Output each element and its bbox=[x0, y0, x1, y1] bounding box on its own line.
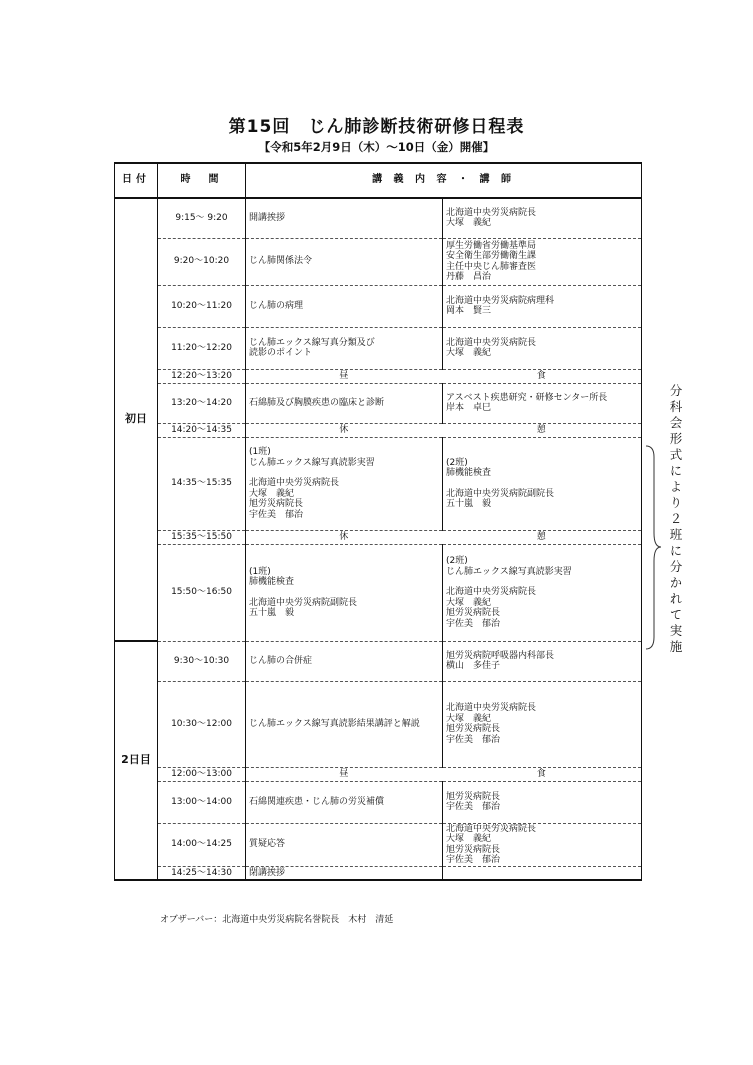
time-cell: 13:20～14:20 bbox=[158, 383, 246, 423]
lecturer-cell bbox=[443, 198, 642, 238]
lecture-text: じん肺関係法令 bbox=[249, 256, 313, 267]
lecture-text: 質疑応答 bbox=[249, 839, 286, 850]
schedule-row bbox=[115, 641, 642, 681]
break-label bbox=[246, 425, 641, 436]
lecturer-text: (2班) bbox=[446, 556, 468, 566]
schedule-row bbox=[115, 767, 642, 781]
lecturer-text: 主任中央じん肺審査医 bbox=[446, 261, 537, 272]
lecture-text: (1班) bbox=[249, 447, 271, 457]
page-title: 第15回 じん肺診断技術研修日程表 bbox=[228, 117, 525, 137]
break-word: 憩 bbox=[536, 531, 548, 542]
lecture-text: じん肺の合併症 bbox=[249, 655, 313, 666]
lecture-cell bbox=[246, 823, 443, 866]
break-word: 昼 bbox=[339, 370, 351, 381]
lecture-text: 北海道中央労災病院長 bbox=[249, 478, 340, 488]
line-gap bbox=[249, 588, 442, 598]
header-time: 時 間 bbox=[158, 163, 246, 198]
lecturer-cell bbox=[443, 866, 642, 880]
observer-note: オブザーバー：北海道中央労災病院名誉院長 木村 清延 bbox=[160, 915, 394, 925]
lecture-text: 北海道中央労災病院副院長 bbox=[249, 597, 358, 608]
time-cell: 13:00～14:00 bbox=[158, 781, 246, 823]
lecturer-text: 大塚 義紀 bbox=[446, 348, 492, 358]
group-note: 分科会形式により２班に分かれて実施 bbox=[668, 384, 683, 656]
lecturer-cell bbox=[443, 383, 642, 423]
day-label: 2日目 bbox=[115, 641, 158, 880]
header-row bbox=[115, 163, 642, 198]
schedule-row bbox=[115, 198, 642, 238]
lecturer-cell bbox=[443, 285, 642, 327]
lecturer-text: 岡本 賢三 bbox=[446, 306, 492, 316]
lecturer-text: 宇佐美 郁治 bbox=[446, 734, 501, 745]
schedule-row bbox=[115, 423, 642, 437]
lecture-text: じん肺の病理 bbox=[249, 300, 304, 311]
lecture-text: 大塚 義紀 bbox=[249, 488, 295, 499]
lecture-cell bbox=[246, 544, 443, 641]
lecturer-text: 丹藤 昌治 bbox=[446, 272, 492, 282]
lecture-text: 開講挨拶 bbox=[249, 213, 286, 223]
lecture-cell bbox=[246, 681, 443, 767]
lecturer-text: 北海道中央労災病院長 bbox=[446, 587, 537, 597]
time-cell: 14:35～15:35 bbox=[158, 437, 246, 530]
lecturer-text: 五十嵐 毅 bbox=[446, 499, 492, 509]
time-cell: 11:20～12:20 bbox=[158, 327, 246, 369]
line-gap bbox=[446, 577, 641, 587]
time-cell: 14:20～14:35 bbox=[158, 423, 246, 437]
lecturer-text: 旭労災病院呼吸器内科部長 bbox=[446, 650, 555, 661]
break-cell bbox=[246, 369, 642, 383]
lecturer-text: 宇佐美 郁治 bbox=[446, 855, 501, 865]
lecturer-cell bbox=[443, 781, 642, 823]
break-word: 休 bbox=[339, 531, 351, 542]
lecture-cell bbox=[246, 437, 443, 530]
schedule-table bbox=[114, 162, 642, 881]
lecture-text: 五十嵐 毅 bbox=[249, 608, 295, 618]
lecture-cell bbox=[246, 383, 443, 423]
lecture-cell bbox=[246, 238, 443, 285]
lecturer-text: 厚生労働省労働基準局 bbox=[446, 240, 537, 251]
lecture-cell bbox=[246, 781, 443, 823]
lecturer-text: 宇佐美 郁治 bbox=[446, 802, 501, 812]
lecturer-text: 大塚 義紀 bbox=[446, 218, 492, 229]
lecturer-text: 北海道中央労災病院長 bbox=[446, 703, 537, 713]
lecturer-text: 旭労災病院長 bbox=[446, 791, 501, 802]
lecturer-text: 北海道中央労災病院副院長 bbox=[446, 488, 555, 499]
schedule-row bbox=[115, 681, 642, 767]
lecture-text: 石綿関連疾患・じん肺の労災補償 bbox=[249, 796, 385, 807]
schedule-row bbox=[115, 823, 642, 866]
lecture-cell bbox=[246, 866, 443, 880]
lecturer-text: 宇佐美 郁治 bbox=[446, 618, 501, 629]
lecturer-text: 北海道中央労災病院病理科 bbox=[446, 295, 555, 306]
lecturer-cell bbox=[443, 681, 642, 767]
time-cell: 9:20～10:20 bbox=[158, 238, 246, 285]
break-cell bbox=[246, 530, 642, 544]
lecturer-text: じん肺エックス線写真読影実習 bbox=[446, 566, 572, 577]
lecturer-text: 北海道中央労災病院長 bbox=[446, 207, 537, 218]
schedule-body bbox=[115, 163, 642, 880]
break-label bbox=[246, 532, 641, 543]
schedule-row bbox=[115, 327, 642, 369]
schedule-row bbox=[115, 530, 642, 544]
time-cell: 14:00～14:25 bbox=[158, 823, 246, 866]
time-cell: 9:30～10:30 bbox=[158, 641, 246, 681]
lecture-text: 肺機能検査 bbox=[249, 577, 295, 587]
lecture-text: 閉講挨拶 bbox=[249, 867, 286, 878]
lecturer-text: 旭労災病院長 bbox=[446, 844, 501, 855]
line-gap bbox=[249, 468, 442, 478]
lecturer-cell bbox=[443, 437, 642, 530]
day-label: 初日 bbox=[115, 198, 158, 641]
lecture-text: 宇佐美 郁治 bbox=[249, 509, 304, 520]
lecturer-text: 北海道中央労災病院長 bbox=[446, 823, 537, 834]
lecturer-text: 肺機能検査 bbox=[446, 468, 492, 478]
lecturer-text: 旭労災病院長 bbox=[446, 608, 501, 618]
time-cell: 12:20～13:20 bbox=[158, 369, 246, 383]
schedule-row bbox=[115, 544, 642, 641]
lecture-cell bbox=[246, 327, 443, 369]
lecturer-text: 横山 多佳子 bbox=[446, 661, 501, 671]
header-content: 講 義 内 容 ・ 講 師 bbox=[246, 163, 642, 198]
lecturer-cell bbox=[443, 641, 642, 681]
group-brace bbox=[644, 445, 662, 650]
time-cell: 10:20～11:20 bbox=[158, 285, 246, 327]
lecturer-cell bbox=[443, 544, 642, 641]
time-cell: 15:35～15:50 bbox=[158, 530, 246, 544]
schedule-row bbox=[115, 437, 642, 530]
lecturer-text: アスベスト疾患研究・研修センター所長 bbox=[446, 392, 608, 403]
schedule-row bbox=[115, 369, 642, 383]
break-cell bbox=[246, 767, 642, 781]
time-cell: 15:50～16:50 bbox=[158, 544, 246, 641]
lecturer-cell bbox=[443, 327, 642, 369]
lecture-text: (1班) bbox=[249, 566, 271, 577]
time-cell: 9:15～ 9:20 bbox=[158, 198, 246, 238]
lecture-text: 読影のポイント bbox=[249, 348, 313, 358]
time-cell: 10:30～12:00 bbox=[158, 681, 246, 767]
lecturer-text: 岸本 卓巳 bbox=[446, 403, 492, 413]
lecturer-text: 大塚 義紀 bbox=[446, 713, 492, 724]
lecturer-text: 旭労災病院長 bbox=[446, 724, 501, 734]
lecturer-text: 北海道中央労災病院長 bbox=[446, 337, 537, 348]
lecturer-cell bbox=[443, 823, 642, 866]
schedule-row bbox=[115, 238, 642, 285]
line-gap bbox=[446, 479, 641, 489]
schedule-row bbox=[115, 383, 642, 423]
lecturer-text: 大塚 義紀 bbox=[446, 834, 492, 844]
break-word: 食 bbox=[536, 370, 548, 381]
lecture-text: じん肺エックス線写真読影実習 bbox=[249, 457, 375, 468]
lecture-cell bbox=[246, 285, 443, 327]
break-word: 食 bbox=[536, 768, 548, 779]
schedule-row bbox=[115, 866, 642, 880]
lecturer-text: 安全衛生部労働衛生課 bbox=[446, 251, 537, 261]
lecturer-text: 大塚 義紀 bbox=[446, 597, 492, 608]
break-word: 昼 bbox=[339, 768, 351, 779]
lecturer-text: (2班) bbox=[446, 457, 468, 468]
lecture-cell bbox=[246, 641, 443, 681]
lecture-text: じん肺エックス線写真分類及び bbox=[249, 337, 375, 348]
lecture-text: 石綿肺及び胸膜疾患の臨床と診断 bbox=[249, 397, 385, 408]
lecture-text: じん肺エックス線写真読影結果講評と解説 bbox=[249, 718, 420, 729]
lecture-text: 旭労災病院長 bbox=[249, 499, 304, 509]
header-date: 日付 bbox=[115, 163, 158, 198]
break-cell bbox=[246, 423, 642, 437]
break-label bbox=[246, 371, 641, 382]
lecturer-cell bbox=[443, 238, 642, 285]
event-dates: 【令和5年2月9日（木）～10日（金）開催】 bbox=[258, 140, 495, 154]
break-word: 休 bbox=[339, 424, 351, 435]
schedule-row bbox=[115, 285, 642, 327]
time-cell: 12:00～13:00 bbox=[158, 767, 246, 781]
lecture-cell bbox=[246, 198, 443, 238]
break-word: 憩 bbox=[536, 424, 548, 435]
schedule-row bbox=[115, 781, 642, 823]
break-label bbox=[246, 769, 641, 780]
time-cell: 14:25～14:30 bbox=[158, 866, 246, 880]
